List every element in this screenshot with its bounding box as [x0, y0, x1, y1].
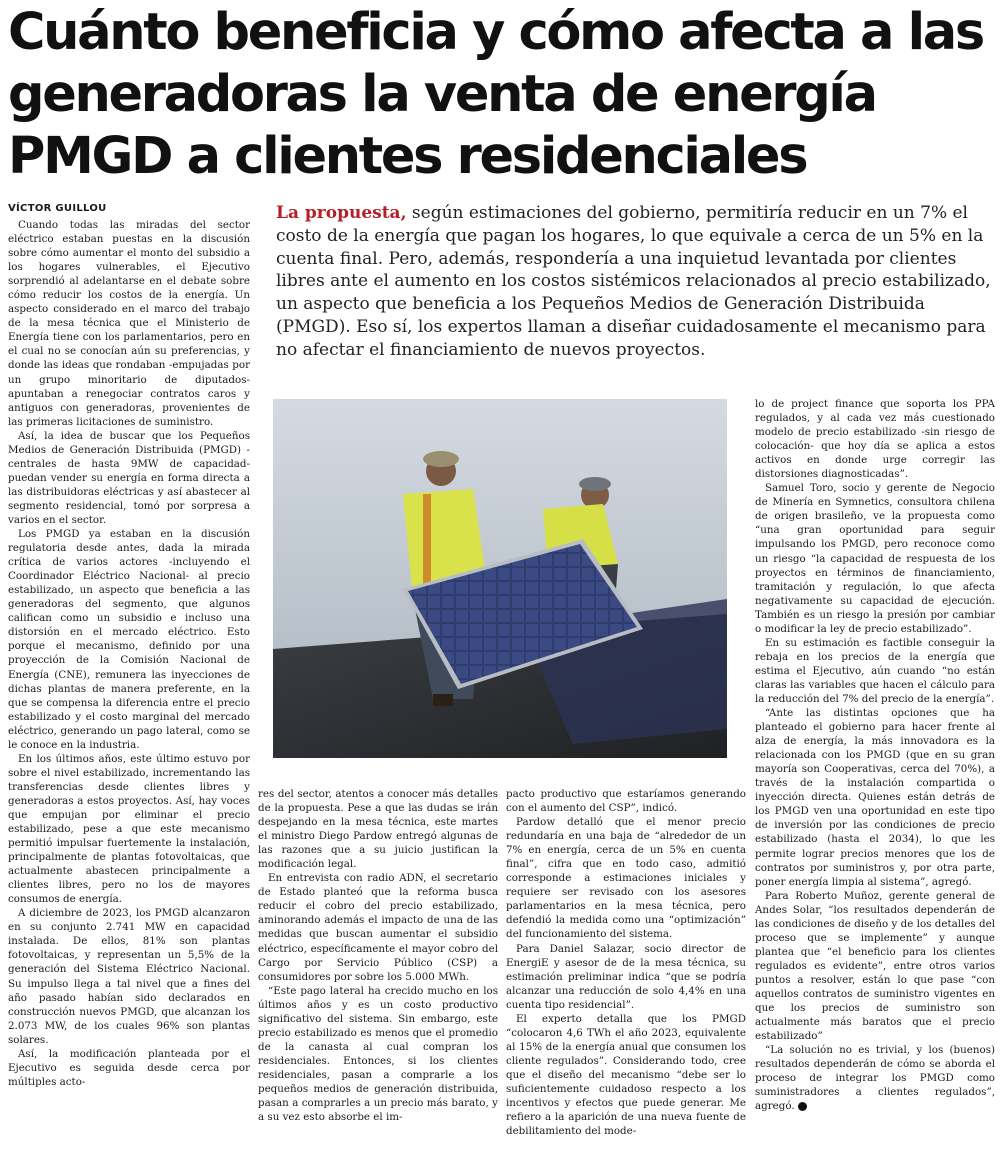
article-column-1	[8, 218, 250, 1168]
article-paragraph: El experto detalla que los PMGD “colocaron 4,6 TWh el año 2023, equivalente al 15% de la energía anual que consumen los cliente regulados”. Considerando todo, cree que el diseño del mecanismo “debe ser lo suficientemente cuidadoso respecto a los incentivos y efectos que puede generar. Me refiero a la aparición de una nueva fuente de debilitamiento del mode-	[506, 1012, 746, 1138]
article-paragraph: Así, la idea de buscar que los Pequeños Medios de Generación Distribuida (PMGD) -centrales de hasta 9MW de capacidad- puedan vender su energía en forma directa a las distribuidoras eléctricas y así abastecer al segmento residencial, tomó por sorpresa a varios en el sector.	[8, 429, 250, 526]
article-paragraph: Para Daniel Salazar, socio director de EnergiE y asesor de de la mesa técnica, su estimación preliminar indica “que se podría alcanzar una reducción de solo 4,4% en una cuenta tipo residencial”.	[506, 942, 746, 1011]
headline: Cuánto beneficia y cómo afecta a las generadoras la venta de energía PMGD a clientes residenciales	[8, 3, 983, 186]
article-paragraph: Los PMGD ya estaban en la discusión regulatoria desde antes, dada la mirada crítica de varios actores -incluyendo el Coordinador Eléctrico Nacional- al precio estabilizado, un aspecto que beneficia a las generadoras del segmento, que algunos califican como un subsidio e incluso una distorsión en el mercado eléctrico. Esto porque el mecanismo, definido por una proyección de la Comisión Nacional de Energía (CNE), remunera las inyecciones de dichas plantas de manera preferente, en la que se compensa la diferencia entre el precio estabilizado y el costo marginal del mercado eléctrico, generando un pago lateral, como se le conoce en la industria.	[8, 528, 250, 751]
article-paragraph: A diciembre de 2023, los PMGD alcanzaron en su conjunto 2.741 MW en capacidad instalada. De ellos, 81% son plantas fotovoltaicas, y representan un 5,5% de la generación del Sistema Eléctrico Nacional. Su impulso llega a tal nivel que a fines del año pasado habían sido declarados en construcción nuevos PMGD, que alcanzan los 2.073 MW, de los cuales 96% son plantas solares.	[8, 907, 250, 1046]
article-paragraph: Así, la modificación planteada por el Ejecutivo es seguida desde cerca por múltiples acto-	[8, 1047, 250, 1088]
article-paragraph: En su estimación es factible conseguir la rebaja en los precios de la energía que estima el Ejecutivo, aún cuando “no están claras las variables que hacen el cálculo para la reducción del 7% del precio de la energía”.	[755, 636, 995, 705]
article-column-4	[755, 397, 995, 1168]
author-byline: VÍCTOR GUILLOU	[8, 203, 107, 214]
article-paragraph: res del sector, atentos a conocer más detalles de la propuesta. Pese a que las dudas se irán despejando en la mesa técnica, este martes el ministro Diego Pardow entregó algunas de las razones que a su juicio justifican la modificación legal.	[258, 788, 498, 871]
lead-text: según estimaciones del gobierno, permitiría reducir en un 7% el costo de la energía que pagan los hogares, lo que equivale a cerca de un 5% en la cuenta final. Pero, además, respondería a una inquietud levantada por clientes libres ante el aumento en los costos sistémicos relacionados al precio estabilizado, un aspecto que beneficia a los Pequeños Medios de Generación Distribuida (PMGD). Eso sí, los expertos llaman a diseñar cuidadosamente el mecanismo para no afectar el financiamiento de nuevos proyectos.	[276, 203, 991, 360]
article-paragraph: Para Roberto Muñoz, gerente general de Andes Solar, “los resultados dependerán de las condiciones de diseño y de los detalles del proceso que se implemente” y aunque plantea que “el beneficio para los clientes regulados es evidente”, entre otros varios puntos a resolver, están lo que pase “con aquellos contratos de suministro vigentes en que los precios de suministro son actualmente más baratos que el precio estabilizado”	[755, 889, 995, 1043]
article-paragraph: pacto productivo que estaríamos generando con el aumento del CSP”, indicó.	[506, 788, 746, 815]
article-paragraph: “Este pago lateral ha crecido mucho en los últimos años y es un costo productivo significativo del sistema. Sin embargo, este precio estabilizado es menos que el promedio de la canasta al cual compran los residenciales. Entonces, si los clientes residenciales, pasan a comprarle a los pequeños medios de generación distribuida, pasan a comprarles a un precio más barato, y a su vez esto absorbe el im-	[258, 984, 498, 1124]
photo-illustration	[273, 399, 727, 758]
article-paragraph	[755, 1043, 995, 1113]
closing-text: “La solución no es trivial, y los (buenos) resultados dependerán de cómo se aborda el proceso de integrar los PMGD como suministradores a clientes regulados”, agregó.	[755, 1044, 995, 1113]
article-paragraph: “Ante las distintas opciones que ha planteado el gobierno para hacer frente al alza de energía, la más innovadora es la relacionada con los PMGD (que en su gran mayoría son Cooperativas, cerca del 70%), a través de la instalación compartida o inyección directa. Quienes están detrás de los PMGD ven una oportunidad en este tipo de inversión por las condiciones de precio estabilizado (hasta el 2034), lo que les permite lograr precios menores que los de contratos por suministros y, por otra parte, poner energía limpia al sistema”, agregó.	[755, 707, 995, 888]
article-paragraph: En los últimos años, este último estuvo por sobre el nivel estabilizado, incrementando las transferencias desde clientes libres y generadoras a estos proyectos. Así, hay voces que empujan por eliminar el precio estabilizado, pese a que este mecanismo permitió impulsar fuertemente la instalación, principalmente de plantas fotovoltaicas, que actualmente abastecen principalmente a clientes libres, pero no los de mayores consumos de energía.	[8, 752, 250, 906]
article-column-2	[258, 787, 498, 1168]
article-paragraph: En entrevista con radio ADN, el secretario de Estado planteó que la reforma busca reducir el cobro del precio estabilizado, aminorando además el impacto de una de las medidas que buscan aumentar el subsidio eléctrico, específicamente el mayor cobro del Cargo por Servicio Público (CSP) a consumidores por sobre los 5.000 MWh.	[258, 872, 498, 983]
article-column-3	[506, 787, 746, 1168]
article-paragraph: Samuel Toro, socio y gerente de Negocio de Minería en Symnetics, consultora chilena de origen brasileño, ve la propuesta como “una gran oportunidad para seguir impulsando los PMGD, pero reconoce como un riesgo “la capacidad de respuesta de los proyectos en términos de financiamiento, tramitación y regulación, lo que afecta negativamente su capacidad de ejecución. También es un riesgo la presión por cambiar o modificar la ley de precio estabilizado”.	[755, 482, 995, 635]
lead-paragraph	[276, 202, 994, 362]
end-of-article-icon	[798, 1102, 807, 1111]
lead-label: La propuesta,	[276, 203, 407, 223]
article-paragraph: Cuando todas las miradas del sector eléctrico estaban puestas en la discusión sobre cómo aumentar el monto del subsidio a los hogares vulnerables, el Ejecutivo sorprendió al adelantarse en el debate sobre cómo reducir los costos de la energía. Un aspecto considerado en el marco del trabajo de la mesa técnica que el Ministerio de Energía tiene con los parlamentarios, pero en el cual no se conocían aún su preferencias, y donde las ideas que rondaban -empujadas por un grupo minoritario de diputados- apuntaban a renegociar contratos caros y antiguos con generadoras, provenientes de las primeras licitaciones de suministro.	[8, 219, 250, 428]
solar-panel-installation-photo	[273, 399, 727, 758]
article-paragraph: lo de project finance que soporta los PPA regulados, y al cada vez más cuestionado modelo de precio estabilizado -sin riesgo de colocación- que hoy día se aplica a estos activos en donde urge corregir las distorsiones diagnosticadas”.	[755, 398, 995, 481]
article-paragraph: Pardow detalló que el menor precio redundaría en una baja de “alrededor de un 7% en energía, cerca de un 5% en cuenta final”, cifra que en todo caso, admitió corresponde a estimaciones iniciales y requiere ser revisado con los asesores parlamentarios en la mesa técnica, pero defendió la medida como una “optimización” del funcionamiento del sistema.	[506, 816, 746, 941]
